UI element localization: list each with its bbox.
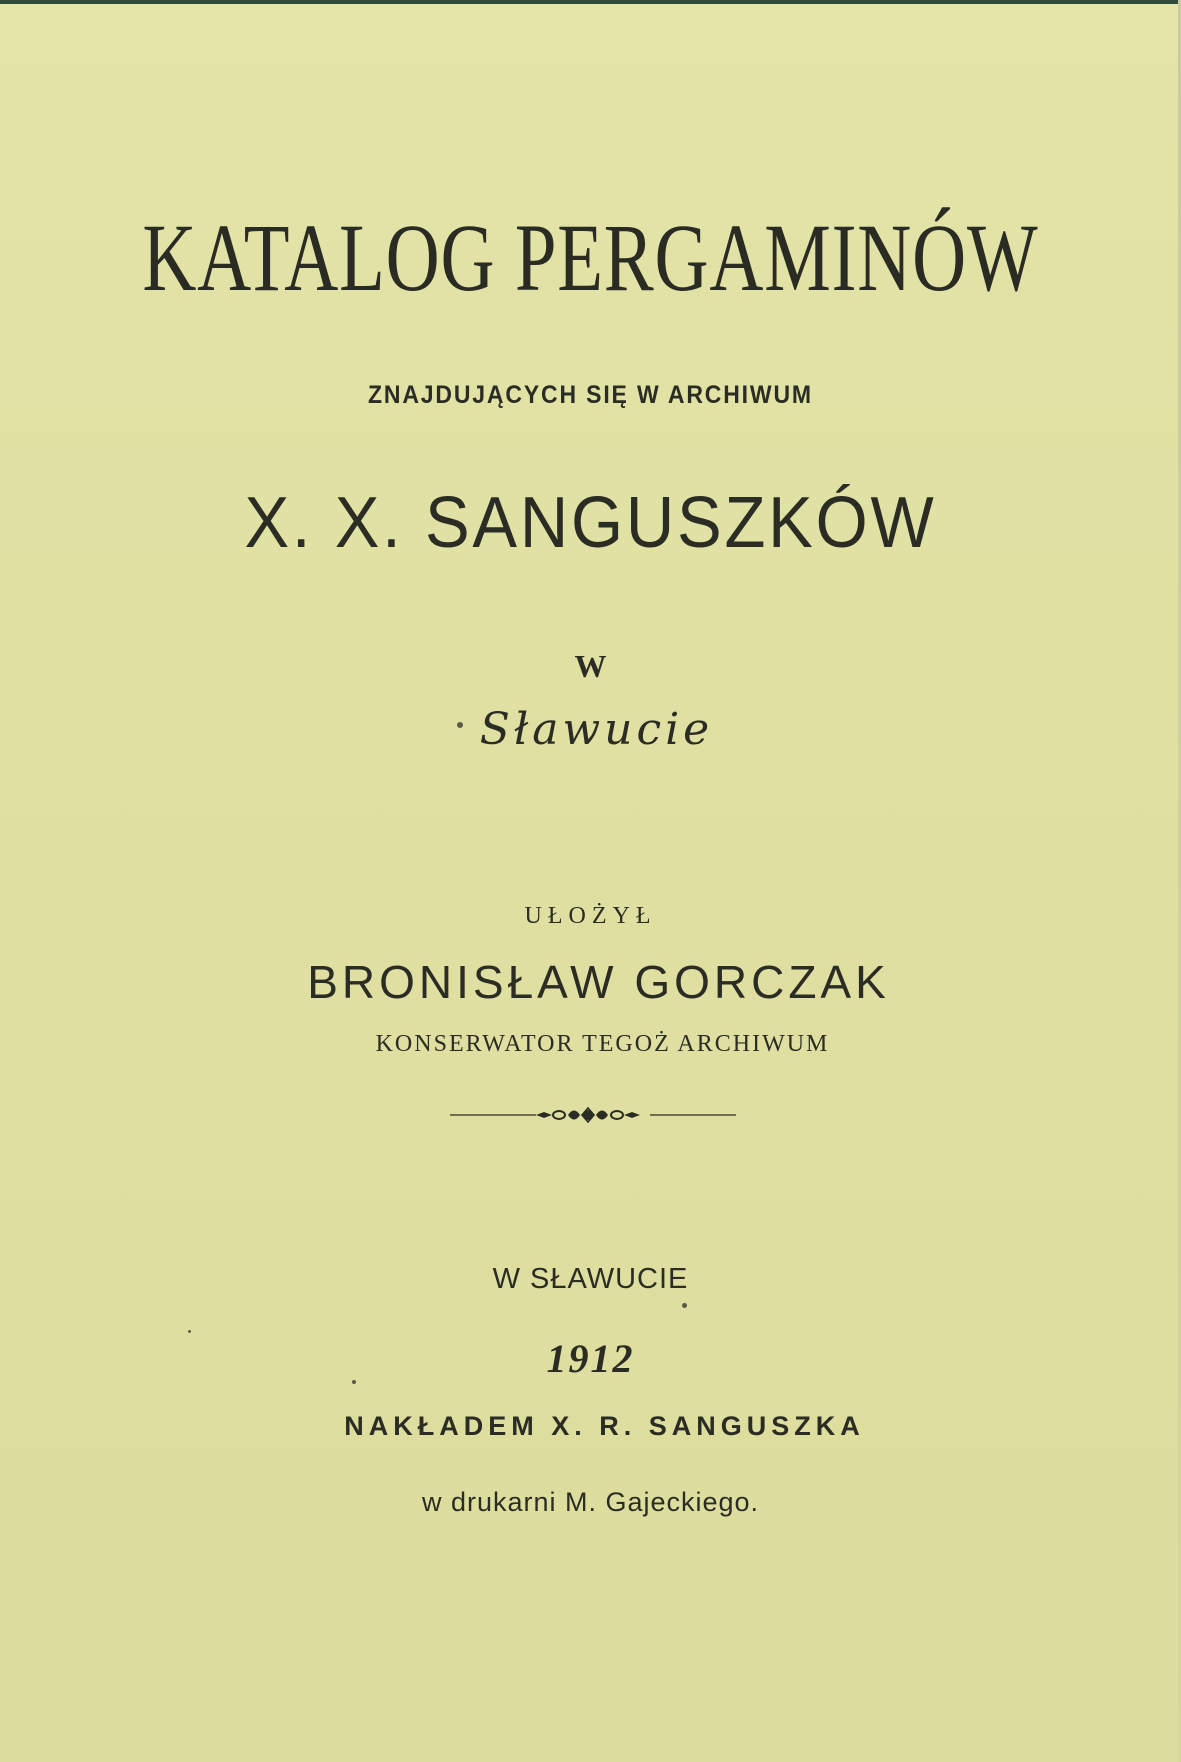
- author-role: KONSERWATOR TEGOŻ ARCHIWUM: [375, 1031, 830, 1057]
- paper-speck: [188, 1330, 191, 1333]
- author-name: BRONISŁAW GORCZAK: [307, 956, 890, 1008]
- paper-speck: [682, 1303, 687, 1308]
- decorative-rule-ornament-icon: [448, 1100, 738, 1130]
- book-subtitle: ZNAJDUJĄCYCH SIĘ W ARCHIWUM: [367, 381, 813, 409]
- book-title: KATALOG PERGAMINÓW: [142, 204, 1039, 311]
- paper-speck: [352, 1380, 356, 1384]
- paper-speck: [457, 722, 463, 728]
- publisher-line: NAKŁADEM X. R. SANGUSZKA: [344, 1411, 865, 1441]
- house-name: X. X. SANGUSZKÓW: [244, 483, 937, 563]
- publication-year: 1912: [546, 1336, 635, 1381]
- page-top-edge: [0, 0, 1181, 4]
- printer-line: w drukarni M. Gajeckiego.: [421, 1487, 760, 1517]
- location-name: Sławucie: [479, 704, 714, 755]
- location-preposition: W: [574, 648, 607, 684]
- compiled-by-label: UŁOŻYŁ: [524, 903, 657, 929]
- publication-place: W SŁAWUCIE: [492, 1263, 689, 1295]
